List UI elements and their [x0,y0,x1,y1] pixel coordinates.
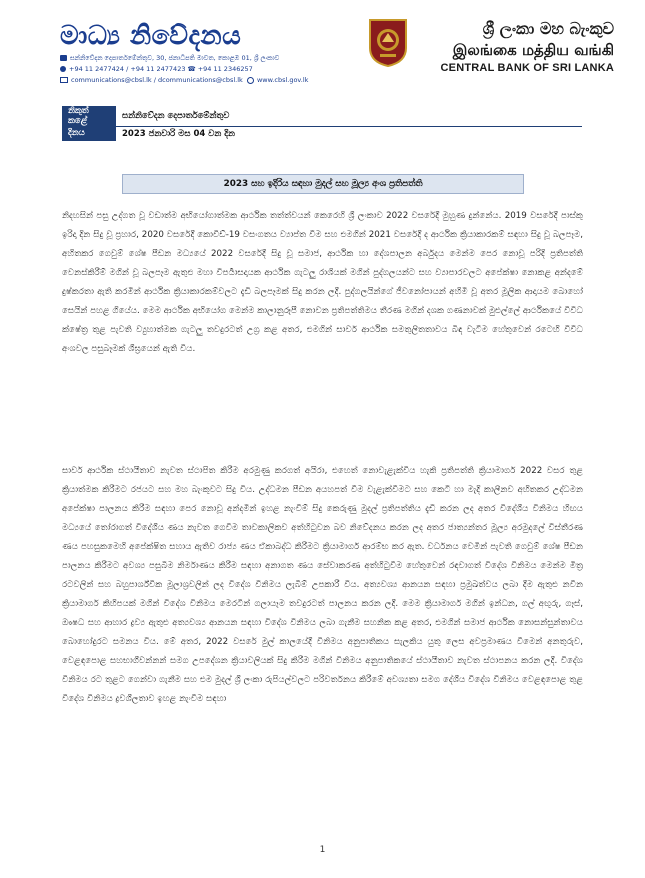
date-value: 2023 ජනවාරි මස 04 වන දින [122,128,235,139]
globe-icon [247,77,254,84]
phone-icon [60,66,66,72]
date-row [62,126,582,141]
issued-by-row [62,106,582,126]
issued-by-value: සන්නිවේදන දෙපාර්තමේන්තුව [116,106,582,126]
contact-line [60,75,360,85]
mail-icon [60,77,68,83]
document-title: 2023 සහ ඉදිරිය සඳහා මුදල් සහ මූල්‍ය අංශ ප්‍රතිපත්ති [122,174,524,194]
address-line [60,53,360,63]
building-icon [60,55,67,61]
date-label: දිනය [62,126,116,141]
issued-by-label: නිකුත් කළේ [62,106,116,126]
cbsl-seal-icon [366,18,410,68]
phone-line [60,64,360,74]
page-number: 1 [319,845,326,855]
header-left [60,20,360,85]
header-right [414,18,614,76]
paragraph-1: නිදහසින් පසු උද්ගත වූ වඩාත්ම අභියෝගාත්මක ආර්ථික තත්ත්වයන් කෙරෙහි ශ්‍රී ලංකාව 2022 වසරේදී මුහුණ දුන්නේය. 2019 වසරේදී පාස්කු ඉරිදා දින සිදු වූ ප්‍රහාර, 2020 වසරේදී කොවිඩ්-19 වසංගතය ව්‍යාප්ත වීම සහ එමගින් 2021 වසරේදී ද ආර්ථික ක්‍රියාකාරකම් සඳහා සිදු වූ බලපෑම, අහිතකර ගෙවුම් ශේෂ පීඩන මධ්‍යයේ 2022 වසරේදී සිදු වූ සමාජ, ආර්ථික හා දේශපාලන අර්බුදය මෙන්ම පෙර නොවූ පරිදි ප්‍රතිපත්ති වෙනස්කිරීම් මගින් වූ බලපෑම ඇතුළු මහා විපර්‍යාසදායක ආර්ථික ගැටලු රාශියක් මගින් පුද්ගලයන්ට සහ ව්‍යාපාරවලට අපේක්ෂා නොකළ අන්දමේ දුෂ්කරතා ඇති කරමින් ආර්ථික ක්‍රියාකාරකම්වලට දැඩි බලපෑමක් සිදු කරන ලදී. පුද්ගලයින්ගේ ජීවනෝපායන් අහිමි වූ අතර මූලික ආදායම බොහෝ සෙයින් පහළ ගියේය. මෙම ආර්ථික අභියෝග මෙන්ම කාලානුරූපී නොවන ප්‍රතිපත්තිමය තීරණ මගින් දශක ගණනාවක් මුළුල්ලේ ආර්ථිකයේ විවිධ ක්ෂේත්‍ර තුළ පැවති ව්‍යුහාත්මක ගැටලු තවදුරටත් උග්‍ර කළ අතර, එමගින් සාර්ව ආර්ථික සමතුලිතතාවය බිඳ වැටීම හේතුවෙන් රටෙහි විවිධ අංශවල පසුබෑමක් ශීඝ්‍රයෙන් ඇති විය. [62,211,583,354]
phone-text: +94 11 2477424 / +94 11 2477423 ☎ +94 11 2346257 [69,65,253,73]
website-link[interactable]: www.cbsl.gov.lk [256,76,309,84]
press-release-title: මාධ්‍ය නිවේදනය [60,21,242,51]
bank-name-english: CENTRAL BANK OF SRI LANKA [440,62,614,74]
paragraph-2: සාර්ව ආර්ථික ස්ථායීතාව නැවත ස්ථාපිත කිරීම අරමුණු කරගත් අයිරා, එහෙත් නොවැළැක්විය හැකි ප්‍රතිපත්ති ක්‍රියාමාර්ග 2022 වසර තුළ ක්‍රියාත්මක කිරීමට රජයට සහ මහ බැංකුවට සිදු විය. උද්ධමන පීඩන අයහපත් වීම වැළැක්වීමට සහ කෙටි හා මැදි කාලීනව අහිතකර උද්ධමන අපේක්ෂා පාලනය කිරීම සඳහා පෙර නොවූ අන්දමින් ඉහළ නැංවීම් සිදු කෙරුණු මුදල් ප්‍රතිපත්තිය දැඩි කරන ලද අතර විදේශීය විනිමය හිඟය මධ්‍යයේ තෝරාගත් විදේශීය ණය නැවත ගෙවීම තාවකාලිකව අත්හිටුවන බව නිවේදනය කරන ලද අතර ජාත්‍යන්තර මූල්‍ය අරමුදලේ විස්තීරණ ණය පහසුකමෙහි අපේක්ෂිත සහාය ඇතිව රාජ්‍ය ණය ඒකාබද්ධ කිරීමට ක්‍රියාමාර්ග ආරම්භ කර ඇත. වර්ධනය වෙමින් පැවති ගෙවුම් ශේෂ පීඩන පාලනය කිරීමට අවශ්‍ය පසුබිම නිර්මාණය කිරීම සඳහා අනාගත ණය සේවාකරණ අත්හිටුවීම හේතුවෙන් රඳවාගත් විදේශ විනිමය මෙන්ම මිත්‍ර රටවලින් සහ බහුපාර්ශ්වික මූලාශ්‍රවලින් ලද විදේශ විනිමය ලැබීම් උපකාරී විය. අත්‍යවශ්‍ය ආනයන සඳහා ප්‍රමුඛත්වය ලබා දීම ඇතුළු නවීන ක්‍රියාමාර්ග කිහිපයක් මගින් විදේශ විනිමය මෙරටින් ගලායෑම තවදුරටත් පාලනය කරන ලදී. මෙම ක්‍රියාමාර්ග මගින් ඉන්ධන, ගල් අඟුරු, ගෑස්, ඖෂධ සහ ආහාර ද්‍රව්‍ය ඇතුළු අත්‍යවශ්‍ය ආනයන සඳහා විදේශ විනිමය ලබා ගැනීම සහනික කළ අතර, එමගින් සමාජ ආර්ථික නොසන්සුන්තාවය බොහෝදුරට සමනය විය. මේ අතර, 2022 වසරේ මුල් කාලයේදී විනිමය අනුපාතිකය සැලකිය යුතු ලෙස අවප්‍රමාණය වීමෙන් අනතුරුව, වෙළඳපොළ සහභාගීවන්නන් සමග උපදේශන ක්‍රියාවලියක් සිදු කිරීම මගින් විනිමය අනුපාතිකයේ ස්ථායීතාව නැවත ස්ථාපනය කරන ලදී. විදේශ විනිමය රට තුළට ගෙන්වා ගැනීම සහ එම මුදල් ශ්‍රී ලංකා රුපියල්වලට පරිවර්තනය කිරීමේ අවශ්‍යතා සමග දේශීය විදේශ විනිමය වෙළඳපොළ තුළ විදේශ විනිමය ද්‍රවශීලතාව ඉහළ නැංවීම සඳහා [62,466,583,704]
bank-name-tamil: இலங்கை மத்திய வங்கி [452,41,614,59]
address-text: සන්නිවේදන දෙපාර්තමේන්තුව, 30, ජනාධිපති මාවත, කොළඹ 01, ශ්‍රී ලංකාව [70,54,280,62]
email-text[interactable]: communications@cbsl.lk / dcommunications@cbsl.lk [71,76,243,84]
bank-name-sinhala: ශ්‍රී ලංකා මහ බැංකුව [482,19,614,38]
meta-table [62,106,582,141]
